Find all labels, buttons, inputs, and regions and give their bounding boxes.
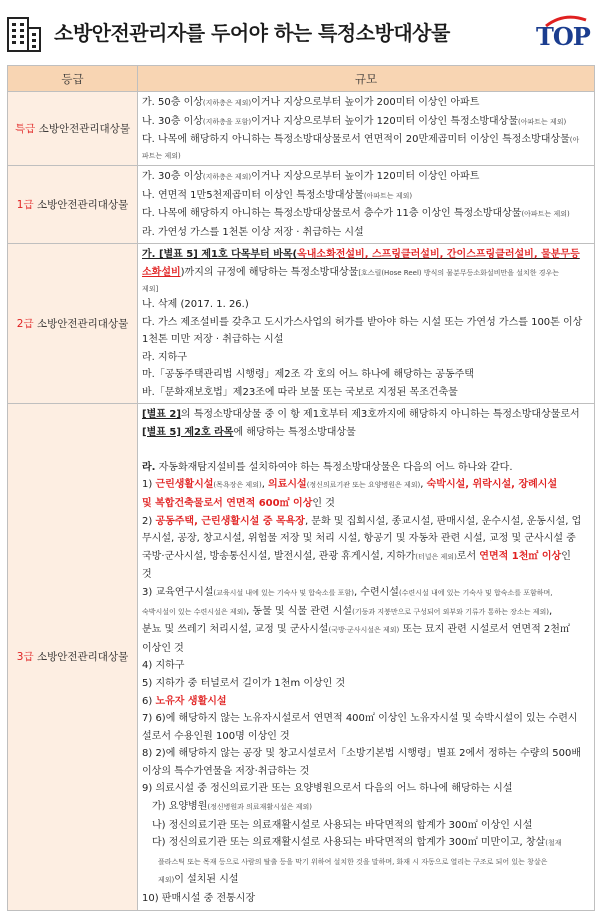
scope-header: 규모 bbox=[138, 66, 595, 92]
grade-cell-2: 2급 소방안전관리대상물 bbox=[8, 244, 138, 404]
page-header bbox=[0, 0, 600, 62]
top-logo bbox=[536, 16, 594, 54]
logo-text: TOP bbox=[536, 22, 590, 51]
grade-cell-special: 특급 소방안전관리대상물 bbox=[8, 92, 138, 166]
grade-cell-1: 1급 소방안전관리대상물 bbox=[8, 166, 138, 244]
page-title: 소방안전관리자를 두어야 하는 특정소방대상물 bbox=[54, 21, 450, 45]
table-header-row bbox=[8, 66, 595, 92]
fire-safety-table bbox=[7, 65, 594, 911]
scope-cell: 가. [별표 5] 제1호 다목부터 바목(옥내소화전설비, 스프링클러설비, 간이스프링클러설비, 물분무등 소화설비)까지의 규정에 해당하는 특정소방대상물[호스릴(Hose Reel) 방식의 물분무등소화설비만을 설치한 경우는 제외] 나. 삭제 (2017. 1. 26.) 다. 가스 제조설비를 갖추고 도시가스사업의 허가를 받아야 하는 시설 또는 가연성 가스를 100톤 이상 1천톤 미만 저장 · 취급하는 시설 라. 지하구 마.「공동주택관리법 시행령」제2조 각 호의 어느 하나에 해당하는 공동주택 바.「문화재보호법」제23조에 따라 보물 또는 국보로 지정된 목조건축물 bbox=[138, 244, 595, 404]
scope-cell: 가. 50층 이상(지하층은 제외)이거나 지상으로부터 높이가 200미터 이상인 아파트 나. 30층 이상(지하층을 포함)이거나 지상으로부터 높이가 120미터 이상인 특정소방대상물(아파트는 제외) 다. 나목에 해당하지 아니하는 특정소방대상물로서 연면적이 20만제곱미터 이상인 특정소방대상물(아 파트는 제외) bbox=[138, 92, 595, 166]
grade-header: 등급 bbox=[8, 66, 138, 92]
table-row bbox=[8, 244, 595, 404]
table-row bbox=[8, 92, 595, 166]
grade-cell-3: 3급 소방안전관리대상물 bbox=[8, 404, 138, 911]
table-row bbox=[8, 166, 595, 244]
scope-cell: 가. 30층 이상(지하층은 제외)이거나 지상으로부터 높이가 120미터 이상인 아파트 나. 연면적 1만5천제곱미터 이상인 특정소방대상물(아파트는 제외) 다. 나목에 해당하지 아니하는 특정소방대상물로서 층수가 11층 이상인 특정소방대상물(아파트는 제외) 라. 가연성 가스를 1천톤 이상 저장 · 취급하는 시설 bbox=[138, 166, 595, 244]
scope-cell: [별표 2]의 특정소방대상물 중 이 항 제1호부터 제3호까지에 해당하지 아니하는 특정소방대상물로서 [별표 5] 제2호 라목에 해당하는 특정소방대상물 라. 자동화재탐지설비를 설치하여야 하는 특정소방대상물은 다음의 어느 하나와 같다. 1) 근린생활시설(목욕장은 제외), 의료시설(정신의료기관 또는 요양병원은 제외), 숙박시설, 위락시설, 장례시설 및 복합건축물로서 연면적 600㎡ 이상인 것 2) 공동주택, 근린생활시설 중 목욕장, 문화 및 집회시설, 종교시설, 판매시설, 운수시설, 운동시설, 업 무시설, 공장, 창고시설, 위험물 저장 및 처리 시설, 항공기 및 자동차 관련 시설, 교정 및 군사시설 중 국방·군사시설, 방송통신시설, 발전시설, 관광 휴게시설, 지하가(터널은 제외)로서 연면적 1천㎡ 이상인 것 3) 교육연구시설(교육시설 내에 있는 기숙사 및 합숙소를 포함), 수련시설(수련시설 내에 있는 기숙사 및 합숙소를 포함하며, 숙박시설이 있는 수련시설은 제외), 동물 및 식물 관련 시설(기둥과 지붕만으로 구성되어 외부와 기류가 통하는 장소는 제외), 분뇨 및 쓰레기 처리시설, 교정 및 군사시설(국방·군사시설은 제외) 또는 묘지 관련 시설로서 연면적 2천㎡ 이상인 것 4) 지하구 5) 지하가 중 터널로서 길이가 1천m 이상인 것 6) 노유자 생활시설 7) 6)에 해당하지 않는 노유자시설로서 연면적 400㎡ 이상인 노유자시설 및 숙박시설이 있는 수련시 설로서 수용인원 100명 이상인 것 8) 2)에 해당하지 않는 공장 및 창고시설로서「소방기본법 시행령」별표 2에서 정하는 수량의 500배 이상의 특수가연물을 저장·취급하는 것 9) 의료시설 중 정신의료기관 또는 요양병원으로서 다음의 어느 하나에 해당하는 시설 가) 요양병원(정신병원과 의료재활시설은 제외) 나) 정신의료기관 또는 의료재활시설로 사용되는 바닥면적의 합계가 300㎡ 이상인 시설 다) 정신의료기관 또는 의료재활시설로 사용되는 바닥면적의 합계가 300㎡ 미만이고, 창살(철재 플라스틱 또는 목재 등으로 사람의 탈출 등을 막기 위하여 설치한 것을 말하며, 화재 시 자동으로 열리는 구조로 되어 있는 창살은 제외)이 설치된 시설 10) 판매시설 중 전통시장 bbox=[138, 404, 595, 911]
table-row bbox=[8, 404, 595, 911]
building-icon bbox=[6, 14, 42, 52]
